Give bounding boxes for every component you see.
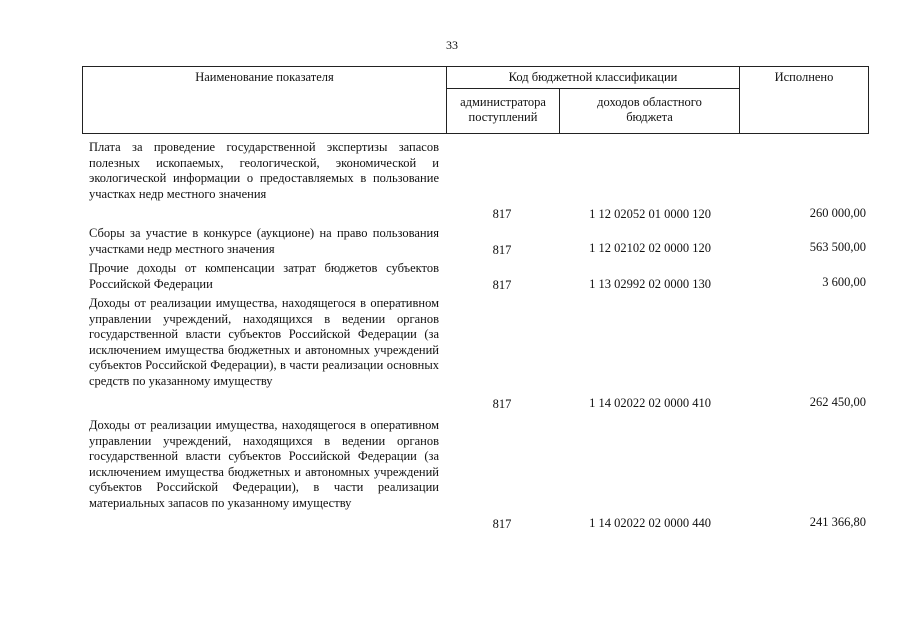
header-code-divider	[446, 88, 739, 89]
row-amount: 241 366,80	[809, 515, 866, 529]
header-income	[560, 95, 739, 125]
row-amount: 260 000,00	[809, 206, 866, 220]
row-name: Прочие доходы от компенсации затрат бюджетов субъектов Российской Федерации	[89, 261, 439, 291]
header-right-border	[868, 66, 869, 134]
header-income-line1: доходов областного	[597, 95, 702, 109]
header-income-line2: бюджета	[626, 110, 673, 124]
row-admin-code: 817	[492, 243, 512, 257]
header-admin-income-divider	[559, 88, 560, 134]
row-income-code: 1 12 02102 02 0000 120	[589, 241, 711, 255]
header-executed: Исполнено	[774, 70, 834, 84]
row-admin-code: 817	[492, 517, 512, 531]
header-name: Наименование показателя	[195, 70, 334, 84]
row-name: Сборы за участие в конкурсе (аукционе) на право пользования участками недр местного значения	[89, 226, 439, 256]
header-admin-line2: поступлений	[468, 110, 538, 124]
header-bottom-border	[82, 133, 869, 134]
header-name-code-divider	[446, 66, 447, 134]
header-left-border	[82, 66, 83, 134]
row-amount: 262 450,00	[809, 395, 866, 409]
row-name: Доходы от реализации имущества, находящегося в оперативном управлении учреждений, находящихся в ведении органов государственной власти субъектов Российской Федерации (за исключением имущества бюджетных и автономных учреждений субъектов Российской Федерации), в части реализации материальных запасов по указанному имуществу	[89, 418, 439, 510]
row-amount: 3 600,00	[822, 275, 866, 289]
row-admin-code: 817	[492, 278, 512, 292]
page-number: 33	[446, 38, 458, 52]
header-code-executed-divider	[739, 66, 740, 134]
header-code: Код бюджетной классификации	[508, 70, 678, 84]
row-admin-code: 817	[492, 397, 512, 411]
row-income-code: 1 14 02022 02 0000 440	[589, 516, 711, 530]
header-top-border	[82, 66, 869, 67]
row-income-code: 1 12 02052 01 0000 120	[589, 207, 711, 221]
row-name: Доходы от реализации имущества, находящегося в оперативном управлении учреждений, находящихся в ведении органов государственной власти субъектов Российской Федерации (за исключением имущества бюджетных и автономных учреждений субъектов Российской Федерации), в части реализации основных средств по указанному имуществу	[89, 296, 439, 388]
header-admin	[447, 95, 559, 125]
row-amount: 563 500,00	[809, 240, 866, 254]
row-income-code: 1 13 02992 02 0000 130	[589, 277, 711, 291]
row-name: Плата за проведение государственной экспертизы запасов полезных ископаемых, геологической, экономической и экологической информации о предоставляемых в пользование участках недр местного значения	[89, 140, 439, 201]
row-income-code: 1 14 02022 02 0000 410	[589, 396, 711, 410]
row-admin-code: 817	[492, 207, 512, 221]
header-admin-line1: администратора	[460, 95, 546, 109]
